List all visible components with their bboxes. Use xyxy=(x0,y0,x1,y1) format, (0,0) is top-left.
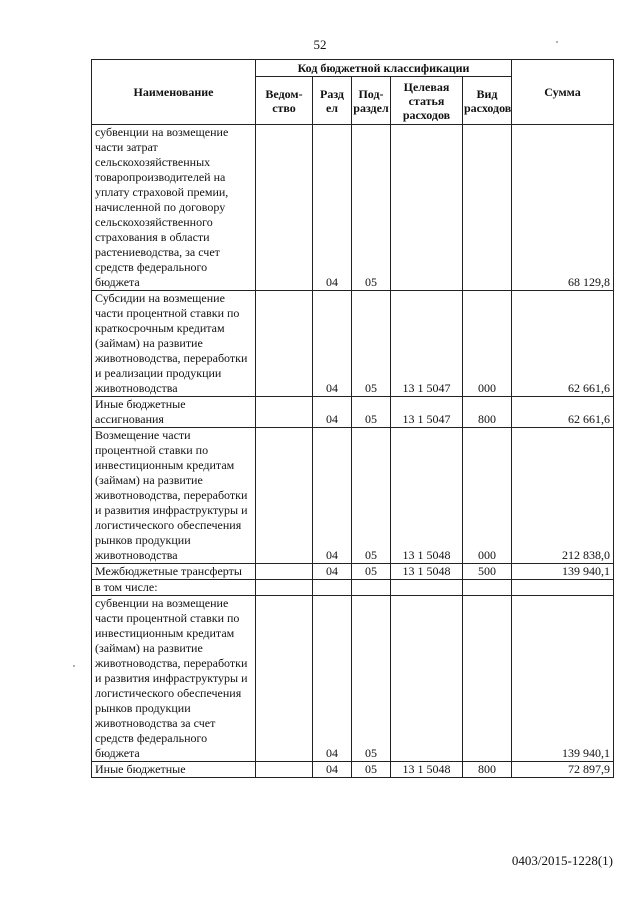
row-target xyxy=(391,125,463,291)
row-amount: 212 838,0 xyxy=(512,428,614,564)
row-name: в том числе: xyxy=(92,580,256,596)
table-row xyxy=(92,397,614,428)
row-section: 04 xyxy=(313,125,352,291)
table-row xyxy=(92,428,614,564)
row-name: Иные бюджетные ассигнования xyxy=(92,397,256,428)
row-target: 13 1 5047 xyxy=(391,291,463,397)
row-name: субвенции на возмещение части процентной ставки по инвестиционным кредитам (займам) на развитие животноводства, переработки и развития инфраструктуры и логистического обеспечения рынков продукции животноводства за счет средств федерального бюджета xyxy=(92,596,256,762)
row-amount: 139 940,1 xyxy=(512,596,614,762)
header-subsection: Под-раздел xyxy=(352,77,391,125)
row-section: 04 xyxy=(313,762,352,778)
header-target-article: Целевая статья расходов xyxy=(391,77,463,125)
row-expense-type xyxy=(463,580,512,596)
row-subsection: 05 xyxy=(352,428,391,564)
row-ministry xyxy=(256,397,313,428)
row-expense-type xyxy=(463,125,512,291)
row-name: Возмещение части процентной ставки по инвестиционным кредитам (займам) на развитие животноводства, переработки и развития инфраструктуры и логистического обеспечения рынков продукции животноводства xyxy=(92,428,256,564)
row-section xyxy=(313,580,352,596)
row-ministry xyxy=(256,580,313,596)
row-section: 04 xyxy=(313,564,352,580)
row-expense-type xyxy=(463,596,512,762)
header-expense-type: Вид расходов xyxy=(463,77,512,125)
row-section: 04 xyxy=(313,397,352,428)
table-row xyxy=(92,291,614,397)
table-row xyxy=(92,564,614,580)
row-subsection xyxy=(352,580,391,596)
row-ministry xyxy=(256,125,313,291)
row-subsection: 05 xyxy=(352,564,391,580)
table-row xyxy=(92,125,614,291)
row-target: 13 1 5048 xyxy=(391,564,463,580)
table-row xyxy=(92,596,614,762)
row-ministry xyxy=(256,428,313,564)
row-subsection: 05 xyxy=(352,397,391,428)
row-name: Субсидии на возмещение части процентной ставки по краткосрочным кредитам (займам) на развитие животноводства, переработки и реализации продукции животноводства xyxy=(92,291,256,397)
row-amount: 72 897,9 xyxy=(512,762,614,778)
row-target: 13 1 5048 xyxy=(391,428,463,564)
row-expense-type: 000 xyxy=(463,428,512,564)
row-amount: 62 661,6 xyxy=(512,397,614,428)
row-name: Иные бюджетные xyxy=(92,762,256,778)
row-section: 04 xyxy=(313,291,352,397)
row-expense-type: 800 xyxy=(463,397,512,428)
row-target xyxy=(391,580,463,596)
header-name: Наименование xyxy=(92,60,256,125)
header-budget-classification: Код бюджетной классификации xyxy=(256,60,512,77)
scan-speck xyxy=(556,41,558,43)
row-name: Межбюджетные трансферты xyxy=(92,564,256,580)
row-expense-type: 000 xyxy=(463,291,512,397)
row-ministry xyxy=(256,596,313,762)
document-code: 0403/2015-1228(1) xyxy=(511,853,613,868)
budget-table xyxy=(91,59,614,778)
row-amount: 139 940,1 xyxy=(512,564,614,580)
row-ministry xyxy=(256,762,313,778)
row-amount xyxy=(512,580,614,596)
row-expense-type: 800 xyxy=(463,762,512,778)
row-amount: 62 661,6 xyxy=(512,291,614,397)
row-subsection: 05 xyxy=(352,125,391,291)
header-amount: Сумма xyxy=(512,60,614,125)
row-section: 04 xyxy=(313,428,352,564)
scan-speck xyxy=(73,665,75,667)
page-number: 52 xyxy=(313,37,327,52)
row-expense-type: 500 xyxy=(463,564,512,580)
header-section: Разд ел xyxy=(313,77,352,125)
row-ministry xyxy=(256,291,313,397)
row-amount: 68 129,8 xyxy=(512,125,614,291)
row-section: 04 xyxy=(313,596,352,762)
row-subsection: 05 xyxy=(352,291,391,397)
header-ministry: Ведом-ство xyxy=(256,77,313,125)
row-ministry xyxy=(256,564,313,580)
row-subsection: 05 xyxy=(352,762,391,778)
row-target: 13 1 5048 xyxy=(391,762,463,778)
table-row xyxy=(92,762,614,778)
table-row xyxy=(92,580,614,596)
row-target: 13 1 5047 xyxy=(391,397,463,428)
row-subsection: 05 xyxy=(352,596,391,762)
row-target xyxy=(391,596,463,762)
row-name: субвенции на возмещение части затрат сельскохозяйственных товаропроизводителей на уплату страховой премии, начисленной по договору сельскохозяйственного страхования в области растениеводства, за счет средств федерального бюджета xyxy=(92,125,256,291)
